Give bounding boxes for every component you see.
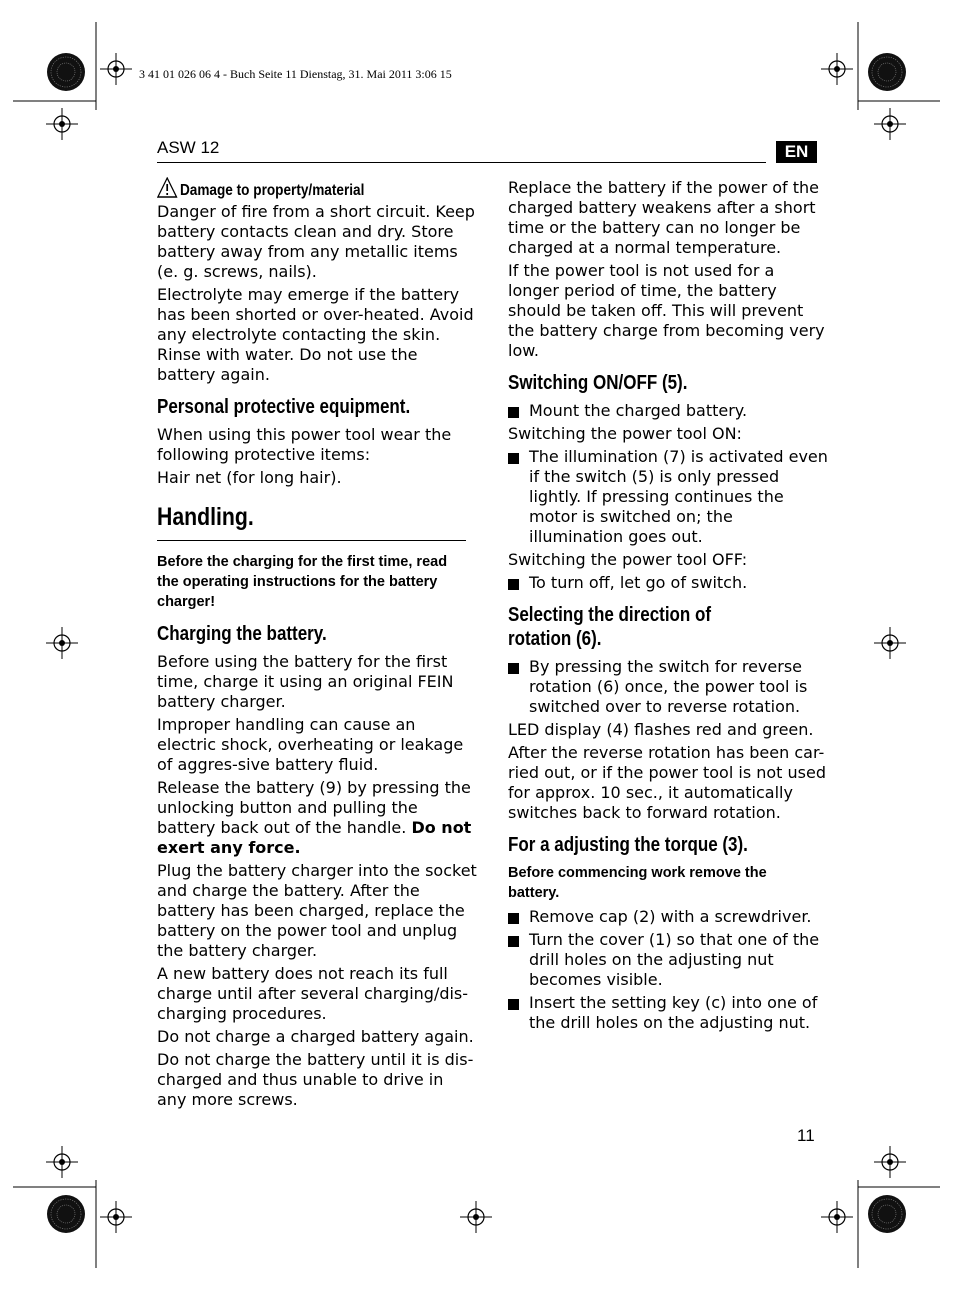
replace-paragraph: Replace the battery if the power of the charged battery weakens after a short time or the battery can no longer be charged at a normal temperature. (508, 178, 820, 257)
list-item (508, 657, 828, 717)
list-item (508, 993, 828, 1033)
language-badge: EN (776, 141, 817, 163)
handling-heading: Handling. (157, 503, 254, 531)
warning-heading (157, 177, 429, 202)
warning-paragraph: Electrolyte may emerge if the battery has been shorted or over-heated. Avoid any electrolyte contacting the skin. Rinse with water. Do not use the battery again. (157, 285, 474, 384)
charging-paragraph: Do not charge a charged battery again. (157, 1027, 474, 1046)
list-item (508, 907, 828, 927)
warning-triangle-icon (157, 177, 177, 198)
charging-heading: Charging the battery. (157, 623, 327, 645)
charging-paragraph: Plug the battery charger into the socket and charge the battery. After the battery has been charged, replace the battery on the power tool and unplug the battery charger. (157, 861, 477, 960)
bullet-square-icon (508, 936, 519, 947)
list-item (508, 401, 828, 421)
bullet-square-icon (508, 453, 519, 464)
ppe-paragraph: When using this power tool wear the following protective items: (157, 425, 452, 464)
list-item-text: Remove cap (2) with a screwdriver. (529, 907, 812, 926)
page-number: 11 (797, 1126, 815, 1145)
rotation-heading: Selecting the direction of rotation (6). (508, 604, 712, 650)
list-item-text: The illumination (7) is activated even if the switch (5) is only pressed lightly. If pressing continues the motor is switched on; the illumination goes out. (529, 447, 828, 546)
list-item (508, 930, 828, 990)
charging-paragraph (157, 778, 477, 858)
list-item-text: To turn off, let go of switch. (529, 573, 748, 592)
charging-paragraph: Improper handling can cause an electric shock, overheating or leakage of aggres-sive battery fluid. (157, 715, 464, 774)
handling-rule (157, 540, 466, 541)
list-item (508, 573, 828, 593)
right-column (508, 178, 828, 1036)
rotation-paragraph: After the reverse rotation has been car-ried out, or if the power tool is not used for approx. 10 sec., it automatically switches back to forward rotation. (508, 743, 826, 822)
switching-on-label: Switching the power tool ON: (508, 424, 742, 443)
bullet-square-icon (508, 913, 519, 924)
model-header: ASW 12 (157, 138, 220, 157)
rotation-paragraph: LED display (4) flashes red and green. (508, 720, 814, 739)
charging-text: Release the battery (9) by pressing the unlocking button and pulling the battery back out of the handle. (157, 778, 471, 837)
list-item (508, 447, 828, 547)
charging-paragraph: Before using the battery for the first time, charge it using an original FEIN battery charger. (157, 652, 454, 711)
charging-paragraph: A new battery does not reach its full charge until after several charging/dis-charging procedures. (157, 964, 469, 1023)
ppe-heading: Personal protective equipment. (157, 396, 411, 418)
replace-paragraph: If the power tool is not used for a longer period of time, the battery should be taken off. This will prevent the battery charge from becoming very low. (508, 261, 825, 360)
charging-paragraph: Do not charge the battery until it is dis-charged and thus unable to drive in any more screws. (157, 1050, 474, 1109)
header-rule (157, 162, 766, 163)
bullet-square-icon (508, 999, 519, 1010)
list-item-text: Insert the setting key (c) into one of the drill holes on the adjusting nut. (529, 993, 818, 1032)
bullet-square-icon (508, 579, 519, 590)
switching-off-label: Switching the power tool OFF: (508, 550, 748, 569)
switching-heading: Switching ON/OFF (5). (508, 372, 688, 394)
list-item-text: Turn the cover (1) so that one of the drill holes on the adjusting nut becomes visible. (529, 930, 820, 989)
torque-heading: For a adjusting the torque (3). (508, 834, 748, 856)
ppe-paragraph: Hair net (for long hair). (157, 468, 342, 487)
charging-bold-text: Do not exert any force. (157, 818, 472, 857)
handling-note: Before the charging for the first time, read the operating instructions for the battery charger! (157, 554, 448, 610)
list-item-text: By pressing the switch for reverse rotation (6) once, the power tool is switched over to reverse rotation. (529, 657, 808, 716)
warning-heading-text: Damage to property/material (179, 182, 365, 199)
warning-paragraph: Danger of fire from a short circuit. Keep battery contacts clean and dry. Store battery away from any metallic items (e. g. screws, nails). (157, 202, 475, 281)
bullet-square-icon (508, 663, 519, 674)
left-column (157, 177, 477, 1113)
bullet-square-icon (508, 407, 519, 418)
torque-note: Before commencing work remove the battery. (508, 865, 767, 901)
list-item-text: Mount the charged battery. (529, 401, 748, 420)
print-slug: 3 41 01 026 06 4 - Buch Seite 11 Dienstag, 31. Mai 2011 3:06 15 (139, 67, 452, 81)
